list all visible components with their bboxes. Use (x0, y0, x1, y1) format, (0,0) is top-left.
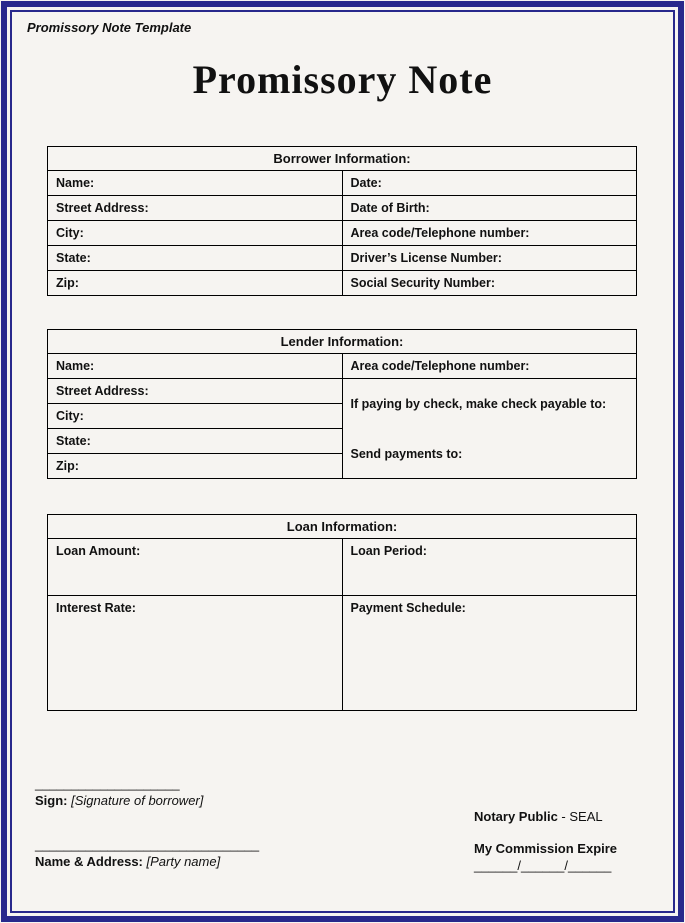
table-row (48, 596, 637, 711)
loan-table-header: Loan Information: (48, 515, 637, 539)
name-address-label-row (35, 853, 259, 870)
borrower-table-header: Borrower Information: (48, 147, 637, 171)
sign-label: Sign: (35, 793, 68, 808)
page-title: Promissory Note (192, 57, 493, 102)
borrower-ssn-label: Social Security Number: (342, 271, 637, 296)
signature-placeholder: [Signature of borrower] (71, 793, 204, 808)
table-row (48, 379, 637, 404)
borrower-street-label: Street Address: (48, 196, 343, 221)
borrower-date-label: Date: (342, 171, 637, 196)
lender-table-header: Lender Information: (48, 330, 637, 354)
table-row (48, 171, 637, 196)
name-address-line: _______________________________ (35, 837, 260, 852)
table-row (48, 246, 637, 271)
borrower-zip-label: Zip: (48, 271, 343, 296)
commission-expire-label: My Commission Expire (474, 841, 618, 856)
party-name-placeholder: [Party name] (146, 854, 221, 869)
commission-date-line: ______/______/______ (474, 858, 612, 873)
notary-public-row (474, 808, 617, 825)
table-row (48, 271, 637, 296)
table-row (48, 354, 637, 379)
lender-name-label: Name: (48, 354, 343, 379)
borrower-dob-label: Date of Birth: (342, 196, 637, 221)
table-row (48, 196, 637, 221)
signature-line: ____________________ (35, 776, 180, 791)
lender-payment-cell (342, 379, 637, 479)
table-row (48, 221, 637, 246)
loan-period-label: Loan Period: (342, 539, 637, 596)
lender-send-payments-label: Send payments to: (350, 446, 463, 461)
borrower-license-label: Driver’s License Number: (342, 246, 637, 271)
lender-street-label: Street Address: (48, 379, 343, 404)
borrower-information-table (47, 146, 637, 296)
loan-information-table (47, 514, 637, 711)
loan-amount-label: Loan Amount: (48, 539, 343, 596)
lender-check-payable-label: If paying by check, make check payable to: (350, 396, 607, 411)
notary-section (474, 808, 617, 874)
interest-rate-label: Interest Rate: (48, 596, 343, 711)
seal-label: - SEAL (561, 809, 603, 824)
lender-state-label: State: (48, 429, 343, 454)
lender-phone-label: Area code/Telephone number: (342, 354, 637, 379)
name-address-label: Name & Address: (35, 854, 143, 869)
borrower-name-label: Name: (48, 171, 343, 196)
borrower-state-label: State: (48, 246, 343, 271)
borrower-phone-label: Area code/Telephone number: (342, 221, 637, 246)
signature-label-row (35, 792, 259, 809)
table-row (48, 539, 637, 596)
payment-schedule-label: Payment Schedule: (342, 596, 637, 711)
borrower-city-label: City: (48, 221, 343, 246)
lender-city-label: City: (48, 404, 343, 429)
template-label: Promissory Note Template (27, 20, 192, 35)
lender-zip-label: Zip: (48, 454, 343, 479)
notary-public-label: Notary Public (474, 809, 558, 824)
signature-section (35, 775, 259, 870)
lender-information-table (47, 329, 637, 479)
